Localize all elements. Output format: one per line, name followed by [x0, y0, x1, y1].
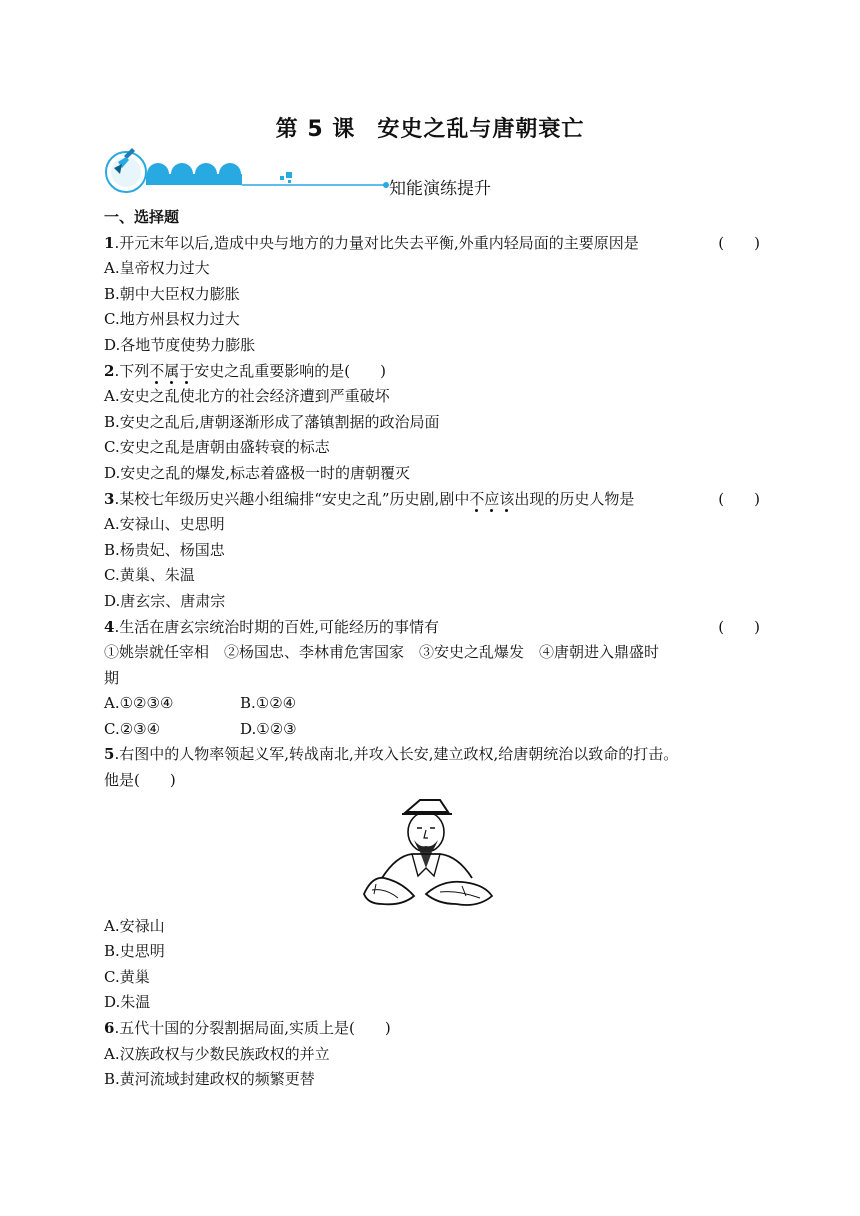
section-heading: 一、选择题 [104, 208, 180, 226]
question-number: 6 [104, 1019, 115, 1038]
option-a: A.安禄山 [104, 916, 165, 935]
question-text: .右图中的人物率领起义军,转战南北,并攻入长安,建立政权,给唐朝统治以致命的打击。 [114, 745, 679, 764]
lesson-title: 安史之乱与唐朝衰亡 [377, 117, 585, 142]
option-row [104, 691, 760, 717]
option-c: C.黄巢、朱温 [104, 566, 195, 585]
option-b: B.朝中大臣权力膨胀 [104, 284, 240, 303]
answer-bracket: ( ) [718, 617, 760, 636]
option-b: B.安史之乱后,唐朝逐渐形成了藩镇割据的政治局面 [104, 412, 440, 431]
question-number: 1 [104, 233, 115, 252]
question-text: .五代十国的分裂割据局面,实质上是 [114, 1019, 349, 1038]
question-number: 4 [104, 617, 115, 636]
question-text-post: 安史之乱重要影响的是 [194, 361, 345, 380]
option-a: A.汉族政权与少数民族政权的并立 [104, 1044, 330, 1063]
question-1 [104, 231, 760, 257]
emphasis-char: 属 [164, 361, 180, 380]
portrait-figure-icon [362, 798, 494, 910]
option-c: C.②③④ [104, 719, 161, 738]
emphasis-char: 于 [179, 361, 195, 380]
option-a: A.①②③④ [104, 694, 174, 713]
option-a: A.安史之乱使北方的社会经济遭到严重破坏 [104, 387, 390, 406]
option-d: D.安史之乱的爆发,标志着盛极一时的唐朝覆灭 [104, 463, 411, 482]
question-text-pre: .下列 [114, 361, 150, 380]
option-b: B.黄河流域封建政权的频繁更替 [104, 1070, 315, 1089]
portrait-illustration [104, 794, 760, 914]
question-number: 2 [104, 361, 115, 380]
question-5 [104, 742, 760, 768]
question-number: 3 [104, 489, 115, 508]
question-2 [104, 359, 760, 385]
option-b: B.史思明 [104, 942, 165, 961]
question-text: .开元末年以后,造成中央与地方的力量对比失去平衡,外重内轻局面的主要原因是 [114, 233, 639, 252]
lesson-number: 第 5 课 [275, 117, 356, 142]
question-text-pre: .某校七年级历史兴趣小组编排“安史之乱”历史剧,剧中 [114, 489, 470, 508]
statement-list-cont: 期 [104, 668, 120, 687]
question-list [104, 205, 760, 1093]
option-c: C.地方州县权力过大 [104, 310, 240, 329]
option-b: B.杨贵妃、杨国忠 [104, 540, 225, 559]
option-d: D.各地节度使势力膨胀 [104, 335, 256, 354]
question-text-post: 出现的历史人物是 [514, 489, 635, 508]
option-c: C.安史之乱是唐朝由盛转衰的标志 [104, 438, 330, 457]
option-a: A.皇帝权力过大 [104, 259, 210, 278]
option-d: D.唐玄宗、唐肃宗 [104, 591, 226, 610]
emphasis-char: 应 [484, 489, 500, 508]
option-b: B.①②④ [240, 694, 297, 713]
option-a: A.安禄山、史思明 [104, 515, 225, 534]
question-text-cont: 他是 [104, 771, 135, 790]
page-title [0, 112, 860, 143]
emphasis-char: 该 [499, 489, 515, 508]
question-4 [104, 615, 760, 641]
option-c: C.黄巢 [104, 967, 150, 986]
question-text: .生活在唐玄宗统治时期的百姓,可能经历的事情有 [114, 617, 439, 636]
option-d: D.朱温 [104, 993, 151, 1012]
answer-bracket: ( ) [134, 771, 176, 790]
answer-bracket: ( ) [348, 1019, 391, 1038]
banner-title: 知能演练提升 [389, 179, 491, 199]
option-row [104, 717, 760, 743]
emphasis-char: 不 [469, 489, 485, 508]
answer-bracket: ( ) [718, 489, 760, 508]
option-d: D.①②③ [240, 719, 297, 738]
answer-bracket: ( ) [344, 361, 386, 380]
question-6 [104, 1016, 760, 1042]
answer-bracket: ( ) [718, 233, 760, 252]
statement-list: ①姚崇就任宰相 ②杨国忠、李林甫危害国家 ③安史之乱爆发 ④唐朝进入鼎盛时 [104, 643, 660, 662]
question-number: 5 [104, 745, 115, 764]
question-3 [104, 487, 760, 513]
emphasis-char: 不 [149, 361, 165, 380]
question-5-cont [104, 768, 760, 794]
